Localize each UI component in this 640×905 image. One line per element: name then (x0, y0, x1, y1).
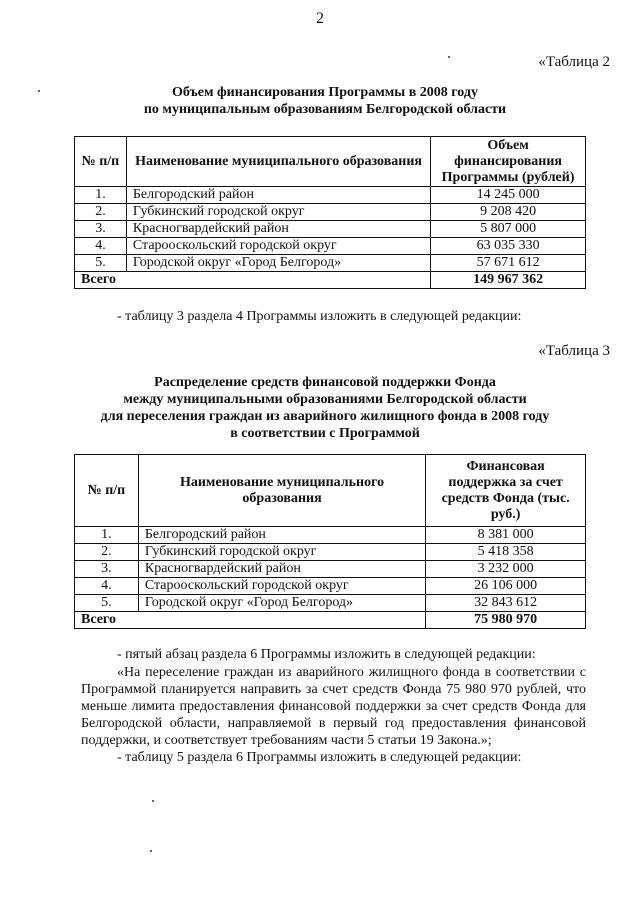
row-amount: 63 035 330 (431, 238, 586, 255)
scan-speck (152, 800, 154, 802)
row-num: 1. (75, 187, 127, 204)
page-number: 2 (316, 10, 324, 27)
table-header-row (75, 455, 586, 527)
table-row (75, 255, 586, 272)
row-amount: 8 381 000 (426, 527, 586, 544)
table-3-title-line: между муниципальными образованиями Белгородской области (123, 392, 527, 407)
quote-paragraph-text: «На переселение граждан из аварийного жилищного фонда в соответствии с Программой планируется направить за счет средств Фонда 75 980 970 рублей, что меньше лимита предоставления финансовой поддержки за счет средств Фонда для Белгородской области, направляемой в первый год предоставления финансовой поддержки, и соответствует требованиям части 5 статьи 19 Закона.»; (81, 665, 586, 748)
row-amount: 5 807 000 (431, 221, 586, 238)
row-name: Красногвардейский район (126, 221, 430, 238)
row-name: Городской округ «Город Белгород» (138, 595, 425, 612)
table-2-reference: «Таблица 2 (538, 54, 610, 70)
row-num: 5. (75, 255, 127, 272)
quote-paragraph (81, 664, 586, 749)
column-header-amount: Объем финансирования Программы (рублей) (431, 137, 586, 187)
row-num: 3. (75, 221, 127, 238)
row-amount: 57 671 612 (431, 255, 586, 272)
table-3-title (70, 374, 580, 442)
row-amount: 32 843 612 (426, 595, 586, 612)
total-label: Всего (75, 612, 426, 629)
row-name: Старооскольский городской округ (126, 238, 430, 255)
table-row (75, 595, 586, 612)
row-amount: 3 232 000 (426, 561, 586, 578)
row-name: Красногвардейский район (138, 561, 425, 578)
instruction-section-6: - пятый абзац раздела 6 Программы изложить в следующей редакции: (117, 647, 536, 662)
table-row (75, 187, 586, 204)
row-name: Старооскольский городской округ (138, 578, 425, 595)
table-row (75, 561, 586, 578)
table-2 (74, 136, 586, 289)
table-3-title-line: в соответствии с Программой (230, 426, 420, 441)
table-3-title-line: для переселения граждан из аварийного жилищного фонда в 2008 году (100, 409, 550, 424)
row-amount: 14 245 000 (431, 187, 586, 204)
total-label: Всего (75, 272, 431, 289)
table-3-reference: «Таблица 3 (538, 343, 610, 359)
table-3-title-line: Распределение средств финансовой поддержки Фонда (154, 375, 496, 390)
table-row (75, 221, 586, 238)
table-row (75, 238, 586, 255)
column-header-amount: Финансовая поддержка за счет средств Фонда (тыс. руб.) (426, 455, 586, 527)
row-num: 3. (75, 561, 139, 578)
row-name: Городской округ «Город Белгород» (126, 255, 430, 272)
scan-speck (150, 850, 152, 852)
row-num: 2. (75, 204, 127, 221)
row-amount: 5 418 358 (426, 544, 586, 561)
total-amount: 149 967 362 (431, 272, 586, 289)
table-row (75, 544, 586, 561)
scan-speck (38, 90, 40, 92)
table-2-title (70, 84, 580, 118)
table-3 (74, 454, 586, 629)
table-row (75, 527, 586, 544)
instruction-table-5: - таблицу 5 раздела 6 Программы изложить в следующей редакции: (117, 750, 522, 765)
row-name: Белгородский район (126, 187, 430, 204)
total-amount: 75 980 970 (426, 612, 586, 629)
column-header-num: № п/п (75, 137, 127, 187)
table-total-row (75, 612, 586, 629)
table-header-row (75, 137, 586, 187)
row-amount: 9 208 420 (431, 204, 586, 221)
row-amount: 26 106 000 (426, 578, 586, 595)
table-row (75, 204, 586, 221)
column-header-num: № п/п (75, 455, 139, 527)
row-name: Белгородский район (138, 527, 425, 544)
table-2-title-line: по муниципальным образованиям Белгородской области (143, 102, 507, 117)
row-num: 4. (75, 578, 139, 595)
column-header-name: Наименование муниципального образования (126, 137, 430, 187)
column-header-name: Наименование муниципального образования (138, 455, 425, 527)
scan-speck (448, 56, 450, 58)
row-num: 2. (75, 544, 139, 561)
table-row (75, 578, 586, 595)
row-num: 1. (75, 527, 139, 544)
row-num: 5. (75, 595, 139, 612)
row-name: Губкинский городской округ (126, 204, 430, 221)
table-total-row (75, 272, 586, 289)
table-2-title-line: Объем финансирования Программы в 2008 году (172, 85, 478, 100)
row-num: 4. (75, 238, 127, 255)
instruction-table-3: - таблицу 3 раздела 4 Программы изложить в следующей редакции: (117, 309, 522, 324)
row-name: Губкинский городской округ (138, 544, 425, 561)
